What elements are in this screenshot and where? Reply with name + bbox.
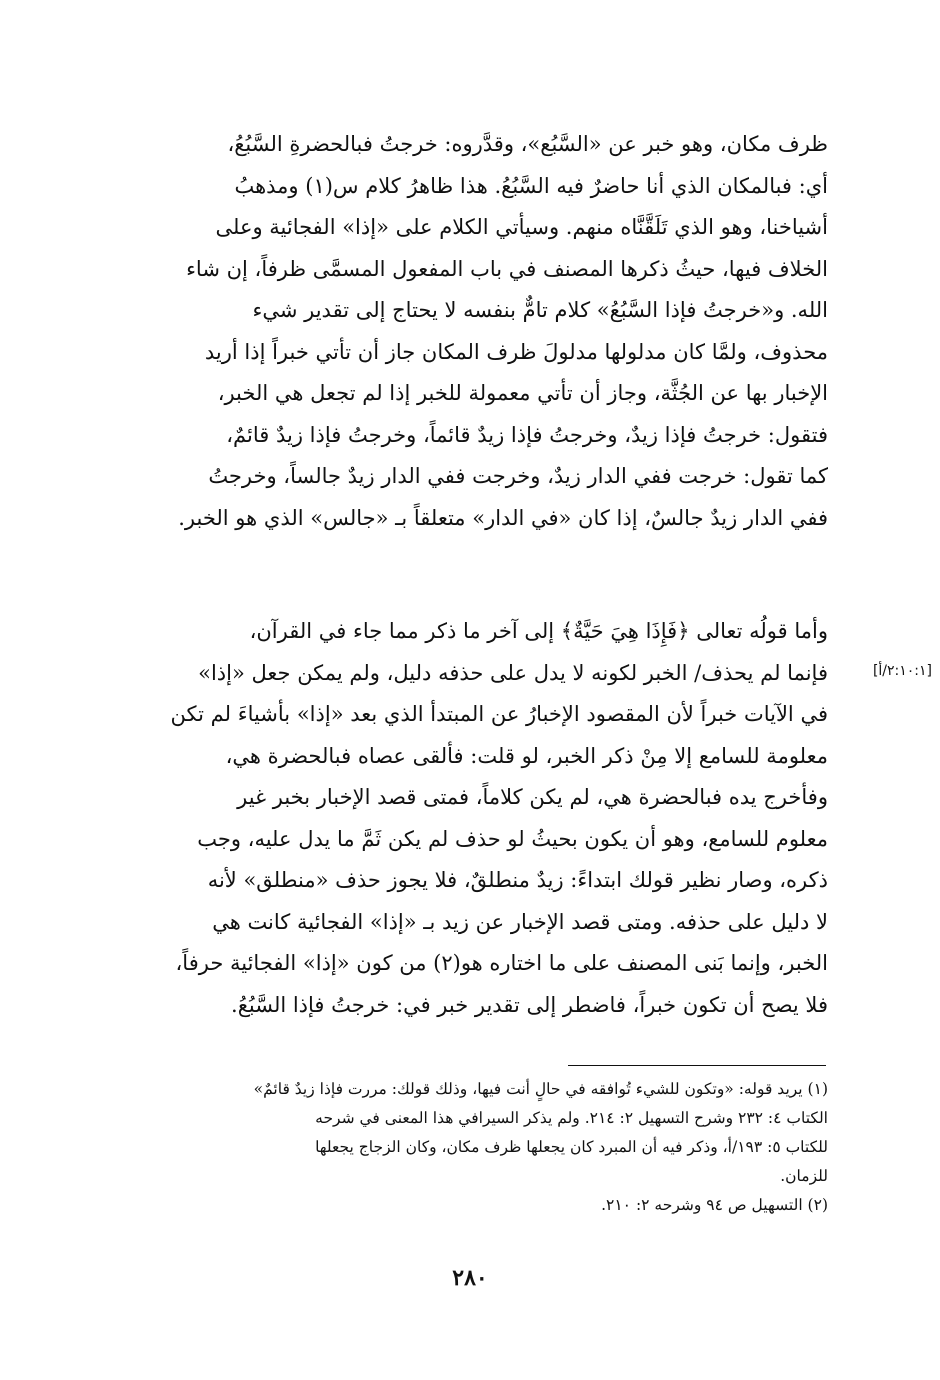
text-line: فإنما لم يحذف/ الخبر لكونه لا يدل على حذفه دليل، ولم يمكن جعل «إذا» <box>198 660 828 685</box>
footnote-line: (١) يريد قوله: «وتكون للشيء تُوافقه في حالٍ أنت فيها، وذلك قولك: مررت فإذا زيدٌ قائمٌ» <box>253 1080 828 1098</box>
text-line: محذوف، ولمَّا كان مدلولها مدلولَ ظرف المكان جاز أن تأتي خبراً إذا أريد <box>204 339 828 364</box>
page-number: ٢٨٠ <box>452 1265 488 1291</box>
paragraph-2 <box>100 611 828 1026</box>
text-line: كما تقول: خرجت ففي الدار زيدٌ، وخرجت ففي الدار زيدٌ جالساً، وخرجتُ <box>208 464 828 488</box>
footnote-line: للكتاب ٥: ١٩٣/أ، وذكر فيه أن المبرد كان يجعلها ظرف مكان، وكان الزجاج يجعلها <box>315 1138 828 1156</box>
text-line: معلومة للسامع إلا مِنْ ذكر الخبر، لو قلت: فألقى عصاه فبالحضرة هي، <box>225 743 828 768</box>
text-line: الخلاف فيها، حيثُ ذكرها المصنف في باب المفعول المسمَّى ظرفاً، إن شاء <box>186 256 828 281</box>
footnote-line: (٢) التسهيل ص ٩٤ وشرحه ٢: ٢١٠. <box>601 1196 828 1214</box>
text-line: ظرف مكان، وهو خبر عن «السَّبُع»، وقدَّروه: خرجتُ فبالحضرةِ السَّبُعُ، <box>227 132 828 156</box>
text-line: ففي الدار زيدٌ جالسٌ، إذا كان «في الدار» متعلقاً بـ «جالس» الذي هو الخبر. <box>178 505 828 530</box>
manuscript-folio-reference: [٢:١٠:١/أ] <box>872 663 932 679</box>
text-line: في الآيات خبراً لأن المقصود الإخبارُ عن المبتدأ الذي بعد «إذا» بأشياءَ لم تكن <box>170 702 828 726</box>
footnote-divider <box>568 1065 826 1066</box>
text-line: لا دليل على حذفه. ومتى قصد الإخبار عن زيد بـ «إذا» الفجائية كانت هي <box>212 909 828 934</box>
footnote-line: الكتاب ٤: ٢٣٢ وشرح التسهيل ٢: ٢١٤. ولم يذكر السيرافي هذا المعنى في شرحه <box>315 1109 828 1127</box>
paragraph-1 <box>100 124 828 539</box>
text-line: فلا يصح أن تكون خبراً، فاضطر إلى تقدير خبر في: خرجتُ فإذا السَّبُعُ. <box>231 992 828 1017</box>
footnote-line: للزمان. <box>780 1167 828 1185</box>
text-line: وفأخرج يده فبالحضرة هي، لم يكن كلاماً، فمتى قصد الإخبار بخبر غير <box>237 785 828 809</box>
text-line: أشياخنا، وهو الذي تَلَقَّنَّاه منهم. وسيأتي الكلام على «إذا» الفجائية وعلى <box>215 215 828 239</box>
text-line: ذكره، وصار نظير قولك ابتداءً: زيدٌ منطلقٌ، فلا يجوز حذف «منطلق» لأنه <box>207 868 828 892</box>
text-line: الله. و«خرجتُ فإذا السَّبُعُ» كلام تامٌّ بنفسه لا يحتاج إلى تقدير شيء <box>252 298 828 322</box>
text-line: أي: فبالمكان الذي أنا حاضرٌ فيه السَّبُعُ. هذا ظاهرُ كلام س(١) ومذهبُ <box>234 173 828 198</box>
text-line: الإخبار بها عن الجُثَّة، وجاز أن تأتي معمولة للخبر إذا لم تجعل هي الخبر، <box>217 381 828 405</box>
text-line: فتقول: خرجتُ فإذا زيدٌ، وخرجتُ فإذا زيدٌ قائماً، وخرجتُ فإذا زيدٌ قائمٌ، <box>226 422 828 447</box>
text-line: معلوم للسامع، وهو أن يكون بحيثُ لو حذف لم يكن ثَمَّ ما يدل عليه، وجب <box>197 826 828 851</box>
footnotes <box>100 1075 828 1220</box>
text-line: وأما قولُه تعالى ﴿فَإِذَا هِيَ حَيَّةٌ﴾ إلى آخر ما ذكر مما جاء في القرآن، <box>249 619 828 643</box>
text-line: الخبر، وإنما بَنى المصنف على ما اختاره هو(٢) من كون «إذا» الفجائية حرفاً، <box>175 951 828 975</box>
